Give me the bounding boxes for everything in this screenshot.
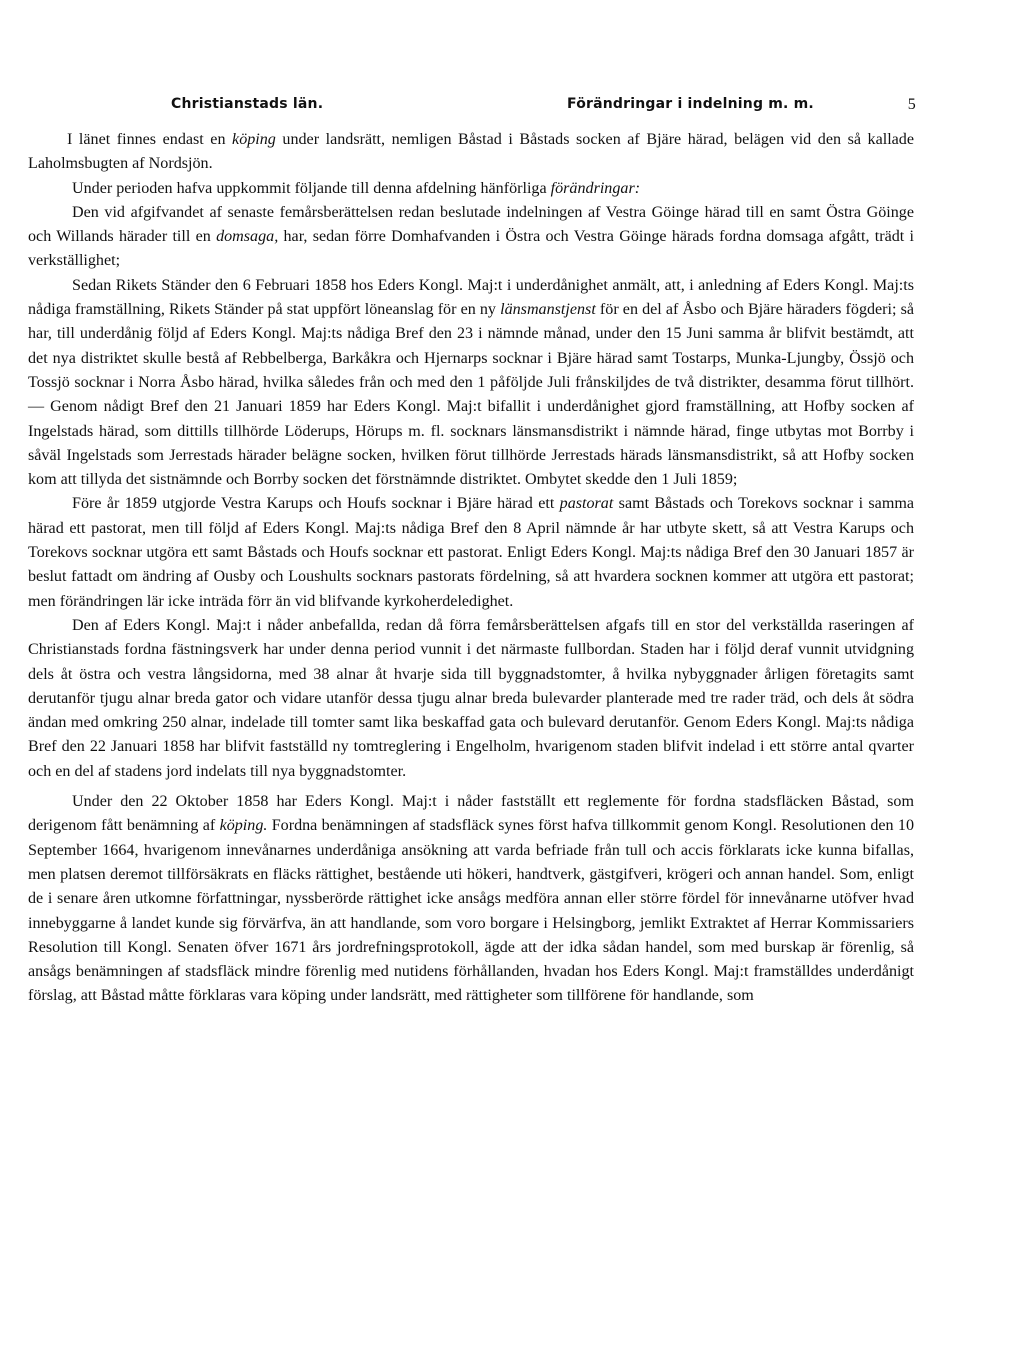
paragraph [28,614,914,784]
paragraph-text: Sedan Rikets Ständer den 6 Februari 1858 hos Eders Kongl. Maj:t i underdånighet anmält, att, i anledning af Eders Kongl. Maj:ts nådiga framställning, Rikets Ständer på stat uppfört löneanslag för en ny [28,276,914,319]
paragraph-text: Under perioden hafva uppkommit följande till denna afdelning hänförliga [72,179,551,197]
italic-term: domsaga, [216,228,279,246]
italic-term: köping. [219,817,268,835]
paragraph-text: för en del af Åsbo och Bjäre häraders fögderi; så har, till underdånig följd af Eders Kongl. Maj:ts nådiga Bref den 23 i nämnde månad, under den 15 Juni samma år blifvit bestämdt, att det nya distriktet skulle bestå af Rebbelberga, Barkåkra och Hjernarps socknar i Bjäre härad samt Tostarps, Munka-Ljungby, Össjö och Tossjö socknar i Norra Åsbo härad, hvilka således från och med den 1 påföljde Juli frånskiljdes de två distrikter, desamma förut tillhört. — Genom nådigt Bref den 21 Januari 1859 har Eders Kongl. Maj:t bifallit i underdånighet gjord framställning, att Hofby socken af Ingelstads härad, som dittills tillhörde Löderups, Hörups m. fl. socknars länsmansdistrikt i nämnde härad, finge utbytas mot Borrby i såväl Ingelstads som Jerrestads härader belägne socken, hvilken förut tillhörde Jerrestads härads länsmansdistrikt, så att Hofby socken kom att tillyda det sistnämnde och Borrby socken det förstnämnde distriktet. Ombytet skedde den 1 Juli 1859; [28,301,915,489]
running-head-center: Förändringar i indelning m. m. [567,96,814,112]
page-header [171,96,916,118]
paragraph-text: har, sedan förre Domhafvanden i Östra och Vestra Göinge härads fordna domsaga afgått, trädt i verkställighet; [28,228,915,270]
paragraph [28,177,914,201]
paragraph-text: Fordna benämningen af stadsfläck synes först hafva tillkommit genom Kongl. Resolutionen den 10 September 1664, hvarigenom innevånarnes underdåniga ansökning att varda befriade från tull och accis förklarats icke kunna bifallas, men platsen deremot tillförsäkrats en fläcks rättighet, bestående uti hökeri, handtverk, gästgifveri, krögeri och annan handel. Som, enligt de i senare åren utkomne författningar, nyssberörde rättighet icke ansågs medföra annan eller större fördel för innevånarne utöfver hvad innebyggarne å landet kunde sig förvärfva, än att handlande, som voro borgare i Helsingborg, jemlikt Extraktet af Herrar Kommissariers Resolution till Kongl. Senaten öfver 1671 års jordrefningsprotokoll, ägde att der idka sådan handel, som med burskap är förenlig, så ansågs benämningen af stadsfläck mindre förenlig med nutidens förhållanden, hvadan hos Eders Kongl. Maj:t framställdes underdånigt förslag, att Båstad måtte förklaras vara köping under landsrätt, med rättigheter som tillförene för handlande, som [28,817,914,1005]
italic-term: köping [232,131,276,148]
paragraph-text: Före år 1859 utgjorde Vestra Karups och Houfs socknar i Bjäre härad ett [72,495,560,513]
italic-term: pastorat [559,495,614,513]
paragraph [28,201,914,274]
page-number: 5 [907,96,916,113]
paragraph [28,128,914,177]
paragraph-text: Den vid afgifvandet af senaste femårsberättelsen redan beslutade indelningen af Vestra Göinge härad till en samt Östra Göinge och Willands härader till en [28,203,914,246]
paragraph-text: Den af Eders Kongl. Maj:t i nåder anbefallda, redan då förra femårsberättelsen afgafs till en stor del verkställda raseringen af Christianstads fordna fästningsverk har under denna period vunnit i det närmaste fullbordan. Staden har i följd deraf vunnit utvidgning dels åt östra och vestra långsidorna, med 38 alnar åt hvarje sida till byggnadstomter, å hvilka nybyggnader årligen företagits samt derutanför tjugu alnar breda gator och vidare utanför dessa tjugu alnar breda bulevarder planterade med tre rader träd, och dels åt södra ändan med omkring 250 alnar, indelade till tomter samt lika beskaffad gata och bulevard derutanför. Genom Eders Kongl. Maj:ts nådiga Bref den 22 Januari 1858 har blifvit fastställd ny tomtreglering i Engelholm, hvarigenom staden blifvit indelad i ett större antal qvarter och en del af stadens jord indelats till nya byggnadstomter. [28,616,914,780]
running-head-left: Christianstads län. [171,96,324,112]
paragraph [28,790,914,1009]
body-text [28,128,914,1009]
paragraph-text: Under den 22 Oktober 1858 har Eders Kongl. Maj:t i nåder fastställt ett reglemente för fordna stadsfläcken Båstad, som derigenom fått benämning af [28,793,914,835]
italic-term: förändringar: [550,179,641,197]
paragraph [28,492,914,613]
paragraph [28,274,914,493]
paragraph-text: under landsrätt, nemligen Båstad i Båstads socken af Bjäre härad, belägen vid den så kallade Laholmsbugten af Nordsjön. [28,131,915,173]
paragraph-text: samt Båstads och Torekovs socknar i samma härad ett pastorat, men till följd af Eders Kongl. Maj:ts nådiga Bref den 8 April nämnde år har utbyte skett, så att Vestra Karups och Torekovs socknar utgöra ett samt Båstads och Houfs socknar ett pastorat. Enligt Eders Kongl. Maj:ts nådiga Bref den 30 Januari 1857 är beslut fattadt om ändring af Ousby och Loushults socknars pastorats fördelning, så att hvardera socknen kommer att utgöra ett pastorat; men förändringen lär icke inträda förr än vid blifvande kyrkoherdeledighet. [28,495,915,610]
paragraph-text: I länet finnes endast en [67,131,233,148]
italic-term: länsmanstjenst [500,301,596,319]
